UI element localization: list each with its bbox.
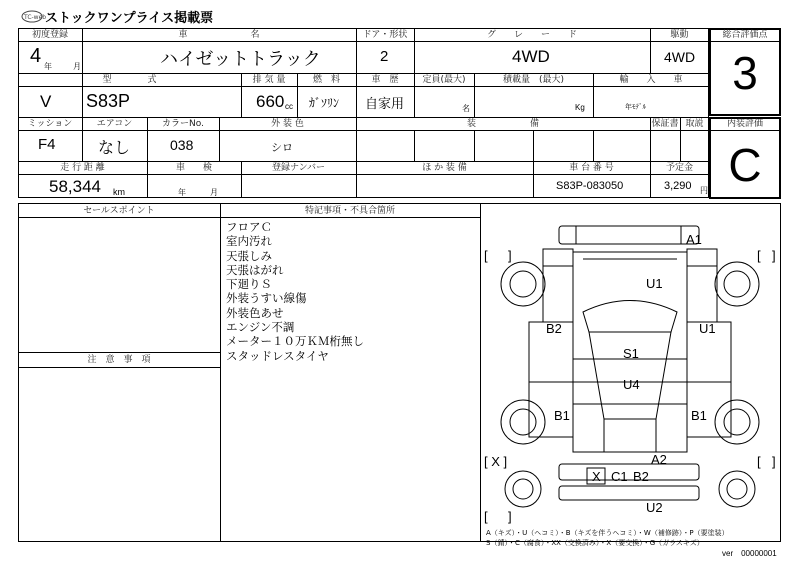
- km-unit: km: [113, 187, 125, 197]
- drive-value: 4WD: [664, 49, 696, 65]
- model-year-unit: 年ﾓﾃﾞﾙ: [625, 104, 646, 111]
- bracket-left-top-close: ]: [508, 248, 512, 263]
- svg-text:TC-web: TC-web: [24, 14, 47, 21]
- note-item: 外装色あせ: [226, 305, 284, 320]
- label-overall-grade: 総合評価点: [722, 30, 768, 40]
- mark-u1-top: U1: [646, 276, 663, 291]
- label-reg-number: 登録ナンバー: [272, 163, 325, 173]
- mileage-value: 58,344: [49, 177, 101, 196]
- mark-b2-bottom: B2: [633, 469, 649, 484]
- bracket-right-top-close: ]: [772, 248, 776, 263]
- bracket-right-mid-close: ]: [772, 454, 776, 469]
- note-item: エンジン不調: [226, 320, 295, 335]
- person-unit: 名: [462, 104, 470, 113]
- displacement-value: 660: [256, 92, 285, 111]
- special-notes-list: [226, 220, 364, 363]
- label-color-no: カラーNo.: [162, 119, 204, 129]
- note-item: スタッドレスタイヤ: [226, 348, 329, 363]
- note-item: 下廻りＳ: [226, 277, 272, 292]
- logo: [21, 8, 47, 21]
- note-item: 天張はがれ: [226, 262, 284, 277]
- label-inspection: 車 検: [175, 163, 212, 173]
- label-exterior-color: 外 装 色: [271, 119, 304, 129]
- exterior-color-value: シロ: [271, 141, 293, 154]
- mark-c1: C1: [611, 469, 628, 484]
- legend-line-1: A（キズ）・U（ヘコミ）・B（キズを伴うヘコミ）・W（補修跡）・P（要塗装）: [486, 529, 729, 537]
- mission-value: F4: [38, 136, 56, 153]
- mark-u1-right: U1: [699, 321, 716, 336]
- kg-unit: Kg: [575, 103, 585, 112]
- label-car-name: 車 名: [178, 30, 260, 40]
- bracket-left-mid: [ X ]: [484, 454, 508, 469]
- legend-line-2: S（錆）・C（腐食）・XX（交換済み）・X（要交換）・G（ガラスキズ）: [486, 539, 704, 547]
- mark-a1: A1: [686, 232, 702, 247]
- interior-grade-value: C: [728, 139, 762, 191]
- label-interior-grade: 内装評価: [726, 119, 763, 129]
- note-item: フロアＣ: [226, 220, 272, 234]
- bracket-left-bottom-close: ]: [508, 509, 512, 524]
- color-no-value: 038: [170, 137, 194, 153]
- label-drive: 駆動: [670, 30, 689, 40]
- label-manual: 取説: [685, 119, 704, 129]
- bracket-right-mid: [: [757, 454, 761, 469]
- label-other-equipment: ほ か 装 備: [422, 163, 467, 173]
- label-mileage: 走 行 距 離: [60, 163, 105, 173]
- label-sales-points: セールスポイント: [83, 206, 155, 216]
- mark-b2-left: B2: [546, 321, 562, 336]
- car-diagram: [481, 204, 780, 526]
- label-warranty: 保証書: [651, 119, 679, 129]
- car-history-value: 自家用: [365, 97, 405, 112]
- mark-b1-right: B1: [691, 408, 707, 423]
- version-label: ver 00000001: [722, 549, 777, 558]
- label-first-reg: 初度登録: [31, 30, 68, 40]
- label-grade: グ レ ー ド: [486, 30, 577, 40]
- note-item: 室内汚れ: [226, 234, 272, 249]
- mark-b1-left: B1: [554, 408, 570, 423]
- mark-u2: U2: [646, 500, 663, 515]
- label-door-shape: ドア・形状: [362, 30, 408, 40]
- grade-value: 4WD: [512, 47, 550, 66]
- label-mission: ミッション: [27, 119, 73, 129]
- label-car-history: 車 歴: [371, 75, 399, 85]
- label-equipment: 装 備: [466, 119, 539, 129]
- label-fuel: 燃 料: [312, 75, 340, 85]
- bracket-right-top: [: [757, 248, 761, 263]
- first-reg-year: 4: [30, 45, 42, 67]
- year-unit: 年: [44, 62, 52, 71]
- label-planned-price: 予定金: [665, 163, 693, 173]
- yen-unit: 円: [700, 186, 708, 195]
- page-title: ストックワンプライス掲載票: [45, 11, 214, 26]
- label-chassis-no: 車 台 番 号: [569, 163, 614, 173]
- label-import: 輸 入 車: [619, 75, 683, 85]
- car-name: ハイゼットトラック: [160, 49, 321, 70]
- note-item: メーター１０万ＫＭ桁無し: [226, 334, 364, 349]
- bracket-left-top: [: [484, 248, 488, 263]
- door-count: 2: [380, 48, 389, 65]
- note-item: 外装うすい線傷: [226, 291, 307, 306]
- inspection-month-unit: 月: [210, 188, 218, 197]
- mark-a2: A2: [651, 452, 667, 467]
- chassis-no-value: S83P-083050: [556, 180, 624, 192]
- label-displacement: 排 気 量: [252, 75, 286, 85]
- cc-unit: cc: [285, 102, 293, 111]
- note-item: 天張しみ: [226, 248, 272, 263]
- label-load-capacity: 積載量 (最大): [502, 75, 565, 85]
- mark-u4: U4: [623, 377, 640, 392]
- label-aircon: エアコン: [96, 119, 133, 129]
- month-unit: 月: [73, 62, 81, 71]
- price-value: 3,290: [664, 180, 692, 192]
- label-special-notes: 特記事項・不具合箇所: [304, 206, 395, 216]
- label-caution: 注 意 事 項: [87, 355, 151, 365]
- model-type: S83P: [86, 91, 131, 111]
- bracket-left-bottom: [: [484, 509, 488, 524]
- model-prefix: V: [40, 92, 52, 111]
- aircon-value: なし: [98, 138, 131, 157]
- mark-x: X: [592, 469, 601, 484]
- mark-s1: S1: [623, 346, 639, 361]
- fuel-value: ｶﾞｿﾘﾝ: [309, 96, 340, 110]
- overall-grade-value: 3: [732, 47, 758, 99]
- inspection-year-unit: 年: [178, 188, 186, 197]
- label-capacity: 定員(最大): [422, 75, 466, 85]
- label-model-type: 型 式: [102, 75, 157, 85]
